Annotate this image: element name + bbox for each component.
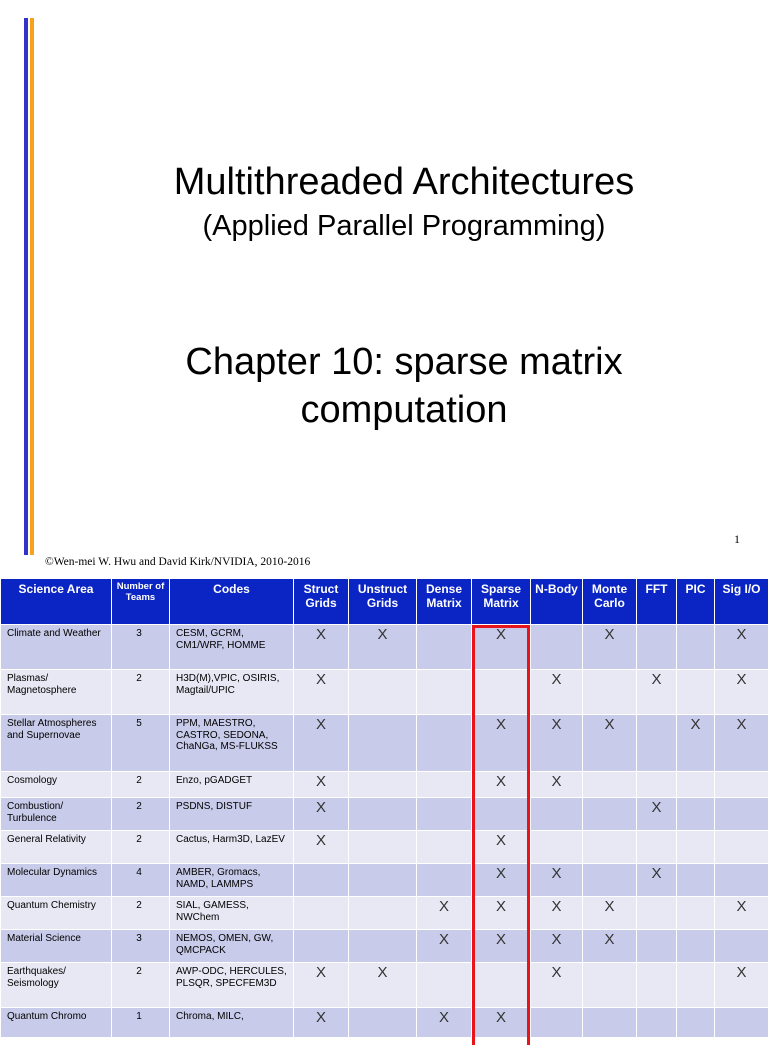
empty-cell: [417, 831, 472, 864]
header-sig-io: Sig I/O: [715, 579, 768, 625]
codes-cell: Enzo, pGADGET: [170, 772, 294, 798]
mark-cell: X: [294, 715, 349, 772]
table-row: [1, 831, 768, 864]
empty-cell: [417, 625, 472, 670]
empty-cell: [677, 625, 715, 670]
mark-cell: X: [583, 715, 637, 772]
mark-cell: X: [472, 772, 531, 798]
mark-cell: X: [294, 625, 349, 670]
accent-bar-blue: [24, 18, 28, 555]
codes-cell: Chroma, MILC,: [170, 1008, 294, 1038]
empty-cell: [417, 864, 472, 897]
empty-cell: [349, 798, 417, 831]
empty-cell: [349, 715, 417, 772]
mark-cell: X: [531, 930, 583, 963]
mark-cell: X: [531, 897, 583, 930]
empty-cell: [531, 625, 583, 670]
mark-cell: X: [637, 864, 677, 897]
mark-cell: X: [472, 831, 531, 864]
mark-cell: X: [472, 1008, 531, 1038]
mark-cell: X: [715, 897, 768, 930]
mark-cell: X: [472, 864, 531, 897]
table-row: [1, 897, 768, 930]
header-science-area: Science Area: [1, 579, 112, 625]
empty-cell: [294, 897, 349, 930]
science-area-cell: Cosmology: [1, 772, 112, 798]
science-area-cell: Earthquakes/ Seismology: [1, 963, 112, 1008]
empty-cell: [677, 772, 715, 798]
empty-cell: [349, 864, 417, 897]
mark-cell: X: [349, 625, 417, 670]
mark-cell: X: [715, 963, 768, 1008]
teams-cell: 2: [112, 963, 170, 1008]
chapter-line-2: computation: [40, 386, 768, 434]
empty-cell: [715, 1008, 768, 1038]
empty-cell: [637, 772, 677, 798]
header-monte-carlo: Monte Carlo: [583, 579, 637, 625]
empty-cell: [583, 963, 637, 1008]
header-fft: FFT: [637, 579, 677, 625]
empty-cell: [583, 1008, 637, 1038]
mark-cell: X: [531, 715, 583, 772]
science-area-cell: General Relativity: [1, 831, 112, 864]
sparse-matrix-highlight: [472, 625, 530, 1045]
empty-cell: [715, 831, 768, 864]
mark-cell: X: [531, 772, 583, 798]
teams-cell: 2: [112, 897, 170, 930]
table-body: [1, 625, 768, 1038]
mark-cell: X: [294, 1008, 349, 1038]
science-area-cell: Quantum Chromo: [1, 1008, 112, 1038]
empty-cell: [417, 670, 472, 715]
teams-cell: 3: [112, 625, 170, 670]
table-row: [1, 798, 768, 831]
teams-cell: 2: [112, 772, 170, 798]
empty-cell: [349, 1008, 417, 1038]
teams-cell: 2: [112, 798, 170, 831]
slide-number: 1: [700, 532, 740, 547]
empty-cell: [677, 897, 715, 930]
empty-cell: [294, 930, 349, 963]
table-row: [1, 625, 768, 670]
table-row: [1, 930, 768, 963]
empty-cell: [417, 798, 472, 831]
empty-cell: [349, 670, 417, 715]
science-area-cell: Plasmas/ Magnetosphere: [1, 670, 112, 715]
chapter-line-1: Chapter 10: sparse matrix: [40, 338, 768, 386]
mark-cell: X: [294, 831, 349, 864]
empty-cell: [583, 864, 637, 897]
mark-cell: X: [583, 930, 637, 963]
empty-cell: [637, 897, 677, 930]
empty-cell: [715, 798, 768, 831]
codes-cell: SIAL, GAMESS, NWChem: [170, 897, 294, 930]
header-struct-grids: Struct Grids: [294, 579, 349, 625]
header-pic: PIC: [677, 579, 715, 625]
codes-cell: Cactus, Harm3D, LazEV: [170, 831, 294, 864]
science-codes-table: [0, 578, 768, 1038]
header-codes: Codes: [170, 579, 294, 625]
empty-cell: [294, 864, 349, 897]
codes-cell: PPM, MAESTRO, CASTRO, SEDONA, ChaNGa, MS-FLUKSS: [170, 715, 294, 772]
mark-cell: X: [531, 864, 583, 897]
accent-bar-orange: [30, 18, 34, 555]
science-area-cell: Material Science: [1, 930, 112, 963]
table-row: [1, 864, 768, 897]
empty-cell: [677, 670, 715, 715]
teams-cell: 3: [112, 930, 170, 963]
empty-cell: [417, 963, 472, 1008]
slide-title: Multithreaded Architectures: [40, 160, 768, 204]
table-row: [1, 715, 768, 772]
empty-cell: [417, 715, 472, 772]
empty-cell: [715, 772, 768, 798]
mark-cell: X: [294, 670, 349, 715]
empty-cell: [583, 831, 637, 864]
empty-cell: [583, 772, 637, 798]
empty-cell: [417, 772, 472, 798]
empty-cell: [349, 897, 417, 930]
mark-cell: X: [637, 798, 677, 831]
mark-cell: X: [417, 1008, 472, 1038]
mark-cell: X: [294, 963, 349, 1008]
empty-cell: [677, 831, 715, 864]
empty-cell: [583, 798, 637, 831]
empty-cell: [677, 798, 715, 831]
header-number-of-teams: Number of Teams: [112, 579, 170, 625]
empty-cell: [637, 930, 677, 963]
chapter-heading: [40, 338, 768, 434]
codes-cell: AWP-ODC, HERCULES, PLSQR, SPECFEM3D: [170, 963, 294, 1008]
mark-cell: X: [531, 963, 583, 1008]
mark-cell: X: [715, 670, 768, 715]
empty-cell: [637, 715, 677, 772]
empty-cell: [637, 963, 677, 1008]
teams-cell: 1: [112, 1008, 170, 1038]
mark-cell: X: [715, 625, 768, 670]
mark-cell: X: [583, 897, 637, 930]
science-area-cell: Climate and Weather: [1, 625, 112, 670]
empty-cell: [531, 798, 583, 831]
copyright-notice: ©Wen-mei W. Hwu and David Kirk/NVIDIA, 2010-2016: [45, 556, 310, 568]
mark-cell: X: [294, 772, 349, 798]
empty-cell: [677, 1008, 715, 1038]
science-area-cell: Quantum Chemistry: [1, 897, 112, 930]
teams-cell: 2: [112, 670, 170, 715]
science-area-cell: Molecular Dynamics: [1, 864, 112, 897]
table-row: [1, 1008, 768, 1038]
mark-cell: X: [349, 963, 417, 1008]
codes-cell: CESM, GCRM, CM1/WRF, HOMME: [170, 625, 294, 670]
mark-cell: X: [417, 930, 472, 963]
empty-cell: [349, 930, 417, 963]
empty-cell: [677, 930, 715, 963]
mark-cell: X: [583, 625, 637, 670]
mark-cell: X: [417, 897, 472, 930]
empty-cell: [349, 831, 417, 864]
slide-subtitle: (Applied Parallel Programming): [40, 208, 768, 244]
mark-cell: X: [637, 670, 677, 715]
codes-cell: H3D(M),VPIC, OSIRIS, Magtail/UPIC: [170, 670, 294, 715]
empty-cell: [715, 864, 768, 897]
codes-cell: AMBER, Gromacs, NAMD, LAMMPS: [170, 864, 294, 897]
table-row: [1, 670, 768, 715]
table-header-row: [1, 579, 768, 625]
mark-cell: X: [294, 798, 349, 831]
mark-cell: X: [677, 715, 715, 772]
mark-cell: X: [472, 715, 531, 772]
science-area-cell: Combustion/ Turbulence: [1, 798, 112, 831]
teams-cell: 4: [112, 864, 170, 897]
empty-cell: [349, 772, 417, 798]
table-row: [1, 963, 768, 1008]
empty-cell: [531, 1008, 583, 1038]
empty-cell: [677, 963, 715, 1008]
teams-cell: 5: [112, 715, 170, 772]
header-n-body: N-Body: [531, 579, 583, 625]
empty-cell: [531, 831, 583, 864]
mark-cell: X: [472, 897, 531, 930]
mark-cell: X: [531, 670, 583, 715]
table-row: [1, 772, 768, 798]
header-sparse-matrix: Sparse Matrix: [472, 579, 531, 625]
codes-cell: PSDNS, DISTUF: [170, 798, 294, 831]
empty-cell: [637, 831, 677, 864]
empty-cell: [637, 1008, 677, 1038]
teams-cell: 2: [112, 831, 170, 864]
mark-cell: X: [472, 625, 531, 670]
science-area-cell: Stellar Atmospheres and Supernovae: [1, 715, 112, 772]
empty-cell: [637, 625, 677, 670]
header-dense-matrix: Dense Matrix: [417, 579, 472, 625]
empty-cell: [677, 864, 715, 897]
header-unstruct-grids: Unstruct Grids: [349, 579, 417, 625]
codes-cell: NEMOS, OMEN, GW, QMCPACK: [170, 930, 294, 963]
empty-cell: [583, 670, 637, 715]
empty-cell: [715, 930, 768, 963]
mark-cell: X: [472, 930, 531, 963]
mark-cell: X: [715, 715, 768, 772]
